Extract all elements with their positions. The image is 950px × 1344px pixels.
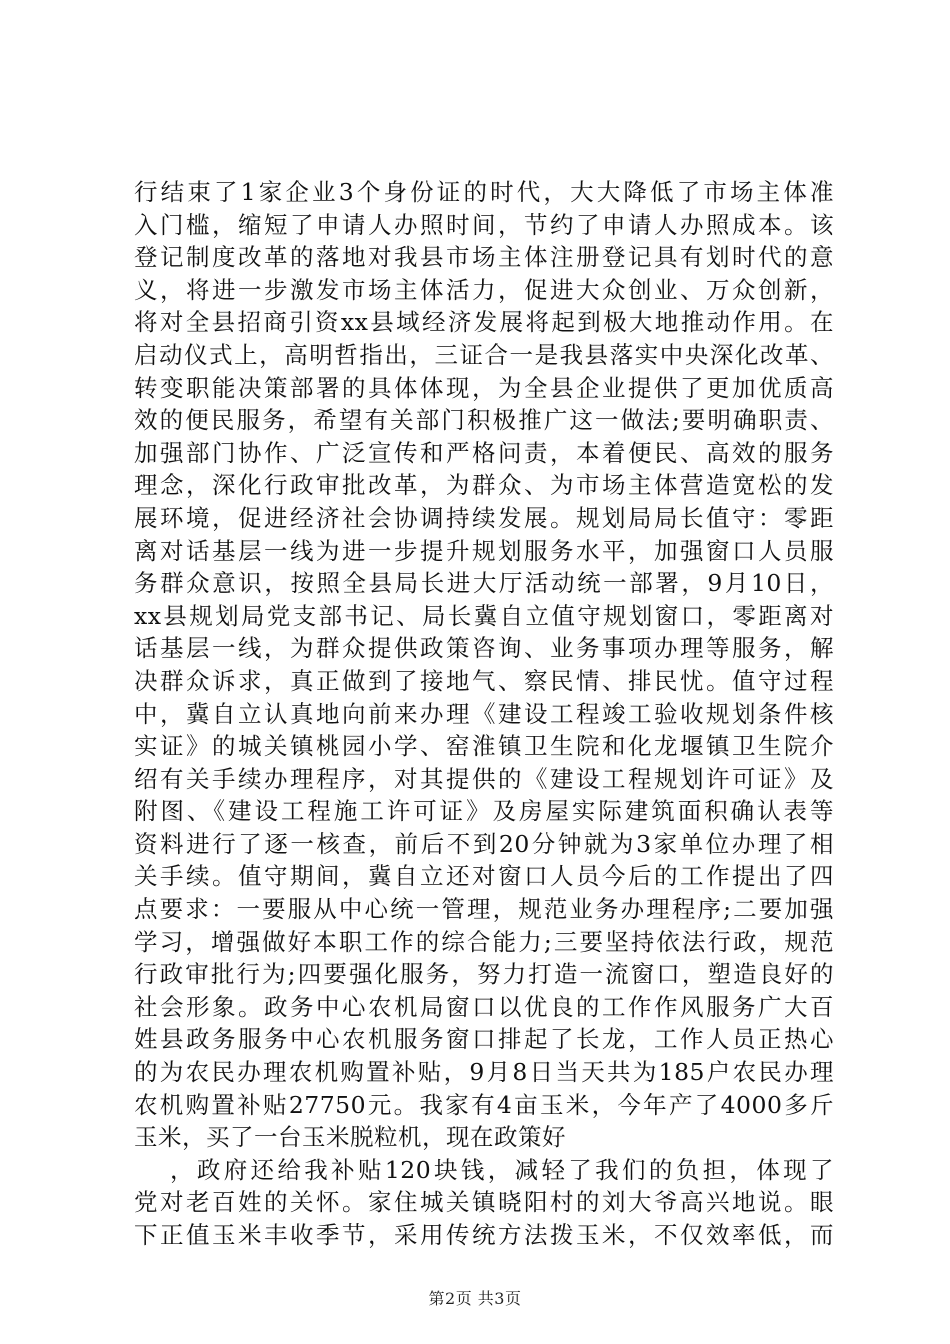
text-line: 启动仪式上，高明哲指出，三证合一是我县落实中央深化改革、	[134, 340, 834, 369]
text-line: 效的便民服务，希望有关部门积极推广这一做法;要明确职责、	[134, 406, 834, 435]
page-number-footer: 第2页 共3页	[428, 1289, 522, 1308]
text-line: ，政府还给我补贴120块钱，减轻了我们的负担，体现了	[170, 1155, 834, 1184]
text-line: 中，冀自立认真地向前来办理《建设工程竣工验收规划条件核	[134, 699, 834, 728]
text-line: 实证》的城关镇桃园小学、窑淮镇卫生院和化龙堰镇卫生院介	[134, 732, 834, 761]
text-line: 学习，增强做好本职工作的综合能力;三要坚持依法行政，规范	[134, 927, 834, 956]
text-line: 绍有关手续办理程序，对其提供的《建设工程规划许可证》及	[134, 764, 834, 793]
text-line: 将对全县招商引资xx县域经济发展将起到极大地推动作用。在	[134, 308, 834, 337]
text-line: 行结束了1家企业3个身份证的时代，大大降低了市场主体准	[134, 178, 834, 206]
text-line: 资料进行了逐一核查，前后不到20分钟就为3家单位办理了相	[134, 829, 834, 858]
text-line: 理念，深化行政审批改革，为群众、为市场主体营造宽松的发	[134, 471, 834, 500]
text-line: 下正值玉米丰收季节，采用传统方法拨玉米，不仅效率低，而	[134, 1221, 834, 1249]
text-line: 义，将进一步激发市场主体活力，促进大众创业、万众创新，	[134, 275, 834, 304]
text-line: 玉米，买了一台玉米脱粒机，现在政策好	[134, 1123, 566, 1152]
text-line: 离对话基层一线为进一步提升规划服务水平，加强窗口人员服	[134, 536, 834, 565]
text-line: 关手续。值守期间，冀自立还对窗口人员今后的工作提出了四	[134, 862, 834, 891]
text-line: 展环境，促进经济社会协调持续发展。规划局局长值守：零距	[134, 503, 834, 532]
text-line: 话基层一线，为群众提供政策咨询、业务事项办理等服务，解	[134, 634, 834, 663]
text-line: 务群众意识，按照全县局长进大厅活动统一部署，9月10日，	[134, 569, 834, 598]
text-line: 登记制度改革的落地对我县市场主体注册登记具有划时代的意	[134, 243, 834, 272]
text-line: 农机购置补贴27750元。我家有4亩玉米，今年产了4000多斤	[134, 1090, 834, 1119]
text-line: 附图、《建设工程施工许可证》及房屋实际建筑面积确认表等	[134, 797, 834, 826]
text-line: 加强部门协作、广泛宣传和严格问责，本着便民、高效的服务	[134, 438, 834, 467]
text-line: 的为农民办理农机购置补贴，9月8日当天共为185户农民办理	[134, 1058, 834, 1087]
document-body	[134, 176, 834, 1252]
text-line: 社会形象。政务中心农机局窗口以优良的工作作风服务广大百	[134, 992, 834, 1021]
text-line: 入门槛，缩短了申请人办照时间，节约了申请人办照成本。该	[134, 210, 834, 239]
text-line: 姓县政务服务中心农机服务窗口排起了长龙，工作人员正热心	[134, 1025, 834, 1054]
text-line: xx县规划局党支部书记、局长冀自立值守规划窗口，零距离对	[134, 601, 834, 630]
text-line: 决群众诉求，真正做到了接地气、察民情、排民忧。值守过程	[134, 666, 834, 695]
text-line: 行政审批行为;四要强化服务，努力打造一流窗口，塑造良好的	[134, 960, 834, 989]
text-line: 转变职能决策部署的具体体现，为全县企业提供了更加优质高	[134, 373, 834, 402]
text-line: 点要求：一要服从中心统一管理，规范业务办理程序;二要加强	[134, 895, 834, 924]
text-line: 党对老百姓的关怀。家住城关镇晓阳村的刘大爷高兴地说。眼	[134, 1188, 834, 1217]
